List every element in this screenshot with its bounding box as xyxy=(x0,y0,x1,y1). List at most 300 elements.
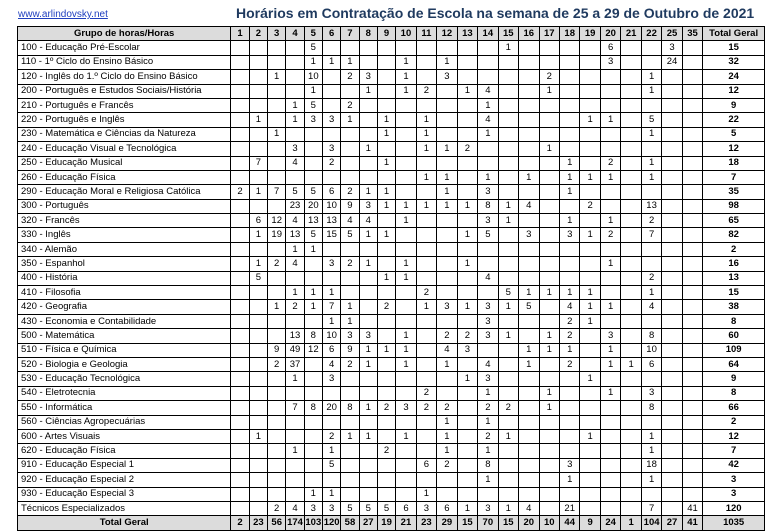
row-cell: 3 xyxy=(359,329,377,343)
row-cell xyxy=(498,487,518,501)
row-cell xyxy=(231,257,249,271)
row-cell xyxy=(539,473,559,487)
row-cell xyxy=(559,113,579,127)
row-cell xyxy=(621,444,641,458)
row-cell xyxy=(498,242,518,256)
row-cell xyxy=(580,271,600,285)
row-cell xyxy=(341,271,359,285)
row-cell xyxy=(662,98,682,112)
row-cell xyxy=(416,429,436,443)
row-cell: 1 xyxy=(580,286,600,300)
row-cell xyxy=(682,214,702,228)
row-cell xyxy=(559,271,579,285)
row-cell: 23 xyxy=(286,199,304,213)
row-cell xyxy=(621,156,641,170)
row-cell xyxy=(600,401,620,415)
row-cell xyxy=(539,113,559,127)
row-cell xyxy=(396,300,416,314)
row-cell: 1 xyxy=(322,487,340,501)
row-cell xyxy=(478,41,498,55)
row-cell xyxy=(621,55,641,69)
footer-cell: 104 xyxy=(641,516,661,530)
row-cell: 1 xyxy=(359,142,377,156)
row-cell xyxy=(377,98,395,112)
row-cell xyxy=(662,214,682,228)
row-cell xyxy=(600,473,620,487)
header-hour-5: 6 xyxy=(322,27,340,41)
header-hour-18: 19 xyxy=(580,27,600,41)
row-cell: 1 xyxy=(341,314,359,328)
row-cell xyxy=(600,98,620,112)
row-cell: 2 xyxy=(231,185,249,199)
row-cell xyxy=(519,242,539,256)
row-cell: 1 xyxy=(580,300,600,314)
row-cell xyxy=(600,314,620,328)
row-cell: 1 xyxy=(539,386,559,400)
row-cell: 1 xyxy=(600,113,620,127)
row-total: 60 xyxy=(703,329,765,343)
row-cell: 3 xyxy=(322,113,340,127)
row-cell xyxy=(359,473,377,487)
row-cell xyxy=(519,113,539,127)
row-label: 200 - Português e Estudos Sociais/História xyxy=(18,84,231,98)
row-cell: 1 xyxy=(457,501,477,515)
row-cell xyxy=(539,41,559,55)
row-cell: 3 xyxy=(304,501,322,515)
row-cell xyxy=(249,84,267,98)
row-total: 22 xyxy=(703,113,765,127)
row-cell: 1 xyxy=(359,185,377,199)
row-cell xyxy=(377,41,395,55)
row-cell xyxy=(498,444,518,458)
row-cell: 49 xyxy=(286,343,304,357)
row-cell: 5 xyxy=(322,458,340,472)
footer-cell: 23 xyxy=(416,516,436,530)
row-cell xyxy=(580,343,600,357)
row-cell xyxy=(559,142,579,156)
row-cell xyxy=(580,458,600,472)
row-label: 330 - Inglês xyxy=(18,228,231,242)
table-row xyxy=(18,415,765,429)
row-cell xyxy=(304,142,322,156)
row-cell: 3 xyxy=(322,372,340,386)
row-cell xyxy=(416,271,436,285)
row-cell xyxy=(457,156,477,170)
row-cell: 3 xyxy=(559,228,579,242)
row-cell xyxy=(286,127,304,141)
footer-cell: 15 xyxy=(498,516,518,530)
row-cell xyxy=(498,257,518,271)
row-cell xyxy=(249,242,267,256)
row-cell: 1 xyxy=(341,55,359,69)
row-cell xyxy=(322,127,340,141)
row-label: 530 - Educação Tecnológica xyxy=(18,372,231,386)
row-cell xyxy=(559,84,579,98)
row-cell xyxy=(231,444,249,458)
row-total: 8 xyxy=(703,386,765,400)
row-cell: 9 xyxy=(268,343,286,357)
row-cell xyxy=(231,98,249,112)
row-cell xyxy=(621,429,641,443)
row-cell: 5 xyxy=(519,300,539,314)
row-cell xyxy=(580,127,600,141)
row-cell: 8 xyxy=(304,329,322,343)
row-cell xyxy=(304,386,322,400)
row-cell xyxy=(437,127,457,141)
row-cell xyxy=(377,286,395,300)
row-cell xyxy=(600,372,620,386)
row-cell: 1 xyxy=(286,372,304,386)
footer-cell: 70 xyxy=(478,516,498,530)
row-cell xyxy=(580,329,600,343)
row-cell: 1 xyxy=(478,444,498,458)
table-row xyxy=(18,199,765,213)
row-cell xyxy=(286,170,304,184)
row-cell: 1 xyxy=(580,228,600,242)
row-total: 66 xyxy=(703,401,765,415)
row-cell: 4 xyxy=(341,214,359,228)
row-cell xyxy=(621,142,641,156)
row-cell xyxy=(519,401,539,415)
table-row xyxy=(18,487,765,501)
row-label: 240 - Educação Visual e Tecnológica xyxy=(18,142,231,156)
table-row xyxy=(18,55,765,69)
row-cell: 37 xyxy=(286,357,304,371)
row-total: 9 xyxy=(703,98,765,112)
page-title: Horários em Contratação de Escola na semana de 25 a 29 de Outubro de 2021 xyxy=(236,5,755,21)
row-cell xyxy=(682,444,702,458)
table-footer-row xyxy=(18,516,765,530)
row-cell: 1 xyxy=(322,286,340,300)
header-hour-21: 22 xyxy=(641,27,661,41)
row-cell xyxy=(539,501,559,515)
row-cell xyxy=(478,70,498,84)
row-cell: 1 xyxy=(416,199,436,213)
row-cell xyxy=(539,357,559,371)
row-cell: 3 xyxy=(322,501,340,515)
row-cell xyxy=(341,286,359,300)
row-cell xyxy=(662,242,682,256)
row-cell: 1 xyxy=(580,372,600,386)
footer-cell: 44 xyxy=(559,516,579,530)
row-cell xyxy=(377,429,395,443)
row-cell: 2 xyxy=(416,84,436,98)
row-cell xyxy=(580,242,600,256)
table-row xyxy=(18,113,765,127)
row-cell: 4 xyxy=(286,501,304,515)
row-cell xyxy=(231,329,249,343)
row-cell xyxy=(377,142,395,156)
row-cell xyxy=(621,98,641,112)
row-cell xyxy=(662,70,682,84)
row-cell: 1 xyxy=(437,55,457,69)
site-link[interactable]: www.arlindovsky.net xyxy=(18,9,108,20)
row-cell: 1 xyxy=(641,170,661,184)
row-total: 7 xyxy=(703,444,765,458)
row-cell xyxy=(621,199,641,213)
header-hour-15: 16 xyxy=(519,27,539,41)
row-cell: 4 xyxy=(478,357,498,371)
row-cell xyxy=(498,113,518,127)
row-label: 250 - Educação Musical xyxy=(18,156,231,170)
row-total: 18 xyxy=(703,156,765,170)
row-cell xyxy=(377,415,395,429)
row-cell: 2 xyxy=(377,444,395,458)
row-label: 420 - Geografia xyxy=(18,300,231,314)
row-label: 210 - Português e Francês xyxy=(18,98,231,112)
header-hour-1: 2 xyxy=(249,27,267,41)
row-label: 410 - Filosofia xyxy=(18,286,231,300)
row-cell xyxy=(600,487,620,501)
row-cell xyxy=(268,199,286,213)
row-cell xyxy=(662,113,682,127)
row-total: 9 xyxy=(703,372,765,386)
row-cell xyxy=(539,458,559,472)
row-cell xyxy=(377,458,395,472)
row-cell xyxy=(580,70,600,84)
row-cell: 2 xyxy=(377,401,395,415)
row-cell: 2 xyxy=(286,300,304,314)
row-label: 620 - Educação Física xyxy=(18,444,231,458)
row-cell: 3 xyxy=(416,501,436,515)
footer-cell: 19 xyxy=(377,516,395,530)
table-row xyxy=(18,286,765,300)
row-cell xyxy=(662,185,682,199)
row-cell xyxy=(416,70,436,84)
row-cell: 1 xyxy=(519,343,539,357)
row-cell: 1 xyxy=(377,185,395,199)
footer-cell: 27 xyxy=(662,516,682,530)
row-cell xyxy=(580,415,600,429)
row-cell: 1 xyxy=(416,113,436,127)
row-cell: 1 xyxy=(559,170,579,184)
row-cell xyxy=(231,142,249,156)
row-cell xyxy=(662,501,682,515)
row-cell xyxy=(457,386,477,400)
row-cell xyxy=(621,84,641,98)
row-total: 2 xyxy=(703,242,765,256)
row-cell: 3 xyxy=(396,401,416,415)
row-cell: 3 xyxy=(437,70,457,84)
row-cell xyxy=(457,271,477,285)
row-cell xyxy=(341,473,359,487)
row-cell: 3 xyxy=(341,329,359,343)
row-cell: 1 xyxy=(437,199,457,213)
row-cell xyxy=(662,271,682,285)
row-cell: 3 xyxy=(478,214,498,228)
row-cell xyxy=(437,84,457,98)
row-cell: 5 xyxy=(286,185,304,199)
footer-cell: 23 xyxy=(249,516,267,530)
row-cell xyxy=(519,214,539,228)
row-cell xyxy=(498,343,518,357)
row-cell xyxy=(322,170,340,184)
row-cell: 2 xyxy=(641,214,661,228)
row-cell xyxy=(249,487,267,501)
row-cell xyxy=(519,55,539,69)
row-cell xyxy=(478,156,498,170)
row-label: 350 - Espanhol xyxy=(18,257,231,271)
footer-label: Total Geral xyxy=(18,516,231,530)
row-cell xyxy=(377,257,395,271)
row-cell xyxy=(231,228,249,242)
row-cell: 1 xyxy=(478,170,498,184)
row-cell xyxy=(682,257,702,271)
row-label: 400 - História xyxy=(18,271,231,285)
row-cell: 3 xyxy=(322,142,340,156)
row-cell xyxy=(641,314,661,328)
row-cell: 2 xyxy=(341,98,359,112)
table-body xyxy=(18,41,765,516)
row-cell xyxy=(286,386,304,400)
row-cell: 4 xyxy=(286,257,304,271)
row-cell xyxy=(457,415,477,429)
row-cell xyxy=(231,127,249,141)
row-cell xyxy=(662,343,682,357)
row-cell xyxy=(359,170,377,184)
row-cell: 2 xyxy=(457,329,477,343)
row-cell xyxy=(478,343,498,357)
row-cell: 1 xyxy=(304,286,322,300)
row-cell: 18 xyxy=(641,458,661,472)
row-label: 110 - 1º Ciclo do Ensino Básico xyxy=(18,55,231,69)
row-cell xyxy=(359,314,377,328)
row-cell xyxy=(559,415,579,429)
row-cell xyxy=(359,41,377,55)
row-cell: 4 xyxy=(478,84,498,98)
row-cell xyxy=(539,487,559,501)
table-row xyxy=(18,98,765,112)
row-cell: 1 xyxy=(304,300,322,314)
row-cell xyxy=(498,271,518,285)
table-row xyxy=(18,372,765,386)
row-cell xyxy=(304,127,322,141)
table-row xyxy=(18,473,765,487)
row-cell: 8 xyxy=(341,401,359,415)
row-cell xyxy=(662,300,682,314)
schedule-table xyxy=(17,26,765,531)
row-cell: 1 xyxy=(341,113,359,127)
row-cell: 1 xyxy=(268,127,286,141)
row-cell xyxy=(498,228,518,242)
row-cell xyxy=(359,286,377,300)
row-cell xyxy=(416,55,436,69)
row-cell: 1 xyxy=(396,429,416,443)
row-cell: 2 xyxy=(322,156,340,170)
row-cell xyxy=(662,199,682,213)
row-cell: 2 xyxy=(268,501,286,515)
table-header-row xyxy=(18,27,765,41)
row-cell xyxy=(519,444,539,458)
table-row xyxy=(18,70,765,84)
row-cell: 3 xyxy=(359,70,377,84)
row-cell xyxy=(600,84,620,98)
row-cell xyxy=(286,458,304,472)
row-cell xyxy=(268,113,286,127)
row-cell xyxy=(341,415,359,429)
row-cell xyxy=(600,458,620,472)
row-cell xyxy=(662,473,682,487)
row-label: 500 - Matemática xyxy=(18,329,231,343)
row-cell xyxy=(682,271,702,285)
row-cell xyxy=(304,271,322,285)
row-cell xyxy=(682,357,702,371)
row-cell xyxy=(286,487,304,501)
row-cell xyxy=(559,55,579,69)
table-row xyxy=(18,386,765,400)
row-cell xyxy=(621,185,641,199)
row-cell xyxy=(682,415,702,429)
row-cell: 1 xyxy=(416,142,436,156)
row-cell xyxy=(416,214,436,228)
row-cell xyxy=(268,329,286,343)
row-cell: 1 xyxy=(416,170,436,184)
row-cell xyxy=(322,242,340,256)
row-cell xyxy=(249,343,267,357)
row-cell xyxy=(341,386,359,400)
row-cell: 6 xyxy=(416,458,436,472)
row-cell xyxy=(519,372,539,386)
table-row xyxy=(18,300,765,314)
row-cell xyxy=(580,156,600,170)
row-cell: 1 xyxy=(341,300,359,314)
row-cell xyxy=(498,473,518,487)
row-cell xyxy=(249,41,267,55)
row-cell xyxy=(268,84,286,98)
row-cell xyxy=(498,314,518,328)
row-cell: 1 xyxy=(286,98,304,112)
row-cell xyxy=(231,501,249,515)
header-group-label: Grupo de horas/Horas xyxy=(18,27,231,41)
row-cell: 1 xyxy=(600,300,620,314)
row-cell: 1 xyxy=(559,185,579,199)
row-cell: 1 xyxy=(377,156,395,170)
row-cell: 2 xyxy=(498,401,518,415)
row-cell: 4 xyxy=(322,357,340,371)
row-cell: 7 xyxy=(641,501,661,515)
row-total: 65 xyxy=(703,214,765,228)
row-cell: 1 xyxy=(641,127,661,141)
row-cell xyxy=(539,170,559,184)
row-cell: 1 xyxy=(580,170,600,184)
row-cell xyxy=(641,142,661,156)
row-cell xyxy=(641,415,661,429)
row-cell xyxy=(539,156,559,170)
row-cell xyxy=(268,98,286,112)
row-cell xyxy=(341,242,359,256)
row-cell xyxy=(231,41,249,55)
row-cell xyxy=(559,127,579,141)
row-cell: 4 xyxy=(286,156,304,170)
row-cell xyxy=(641,55,661,69)
row-cell xyxy=(286,84,304,98)
row-cell: 1 xyxy=(559,473,579,487)
row-cell xyxy=(268,429,286,443)
footer-cell: 27 xyxy=(359,516,377,530)
row-cell xyxy=(249,98,267,112)
row-cell xyxy=(457,214,477,228)
row-cell xyxy=(498,156,518,170)
row-cell xyxy=(600,142,620,156)
row-cell: 10 xyxy=(322,329,340,343)
row-cell xyxy=(377,357,395,371)
row-total: 12 xyxy=(703,84,765,98)
row-cell: 1 xyxy=(478,127,498,141)
row-cell xyxy=(268,286,286,300)
header-hour-8: 9 xyxy=(377,27,395,41)
row-cell xyxy=(304,372,322,386)
row-cell xyxy=(662,329,682,343)
